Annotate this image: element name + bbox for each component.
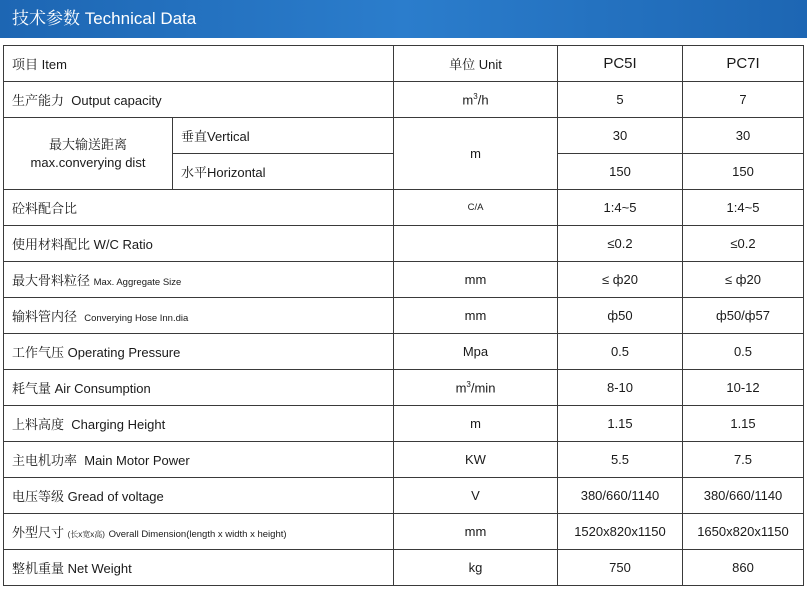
header-unit: 单位 Unit — [394, 46, 558, 82]
table-row — [4, 334, 804, 370]
horizontal-value-2: 150 — [683, 154, 804, 190]
distance-unit: m — [394, 118, 558, 190]
row-unit: V — [394, 478, 558, 514]
row-unit — [394, 82, 558, 118]
distance-label-cn: 最大输送距离 — [48, 136, 127, 152]
row-value-1: ≤0.2 — [558, 226, 683, 262]
row-unit — [394, 226, 558, 262]
row-value-1: 1.15 — [558, 406, 683, 442]
row-label-cn: 工作气压 — [12, 345, 65, 360]
row-label-en: Converying Hose Inn.dia — [84, 313, 189, 324]
row-value-2: 7 — [683, 82, 804, 118]
table-row — [4, 442, 804, 478]
row-label-en: Air Consumption — [54, 381, 151, 396]
row-unit: mm — [394, 298, 558, 334]
row-label-cn: 主电机功率 — [12, 453, 78, 468]
section-title: 技术参数 Technical Data — [12, 9, 197, 28]
vertical-value-2: 30 — [683, 118, 804, 154]
row-unit: m — [394, 406, 558, 442]
row-unit — [394, 370, 558, 406]
unit-tail: /h — [477, 92, 489, 108]
row-value-2: 1:4~5 — [683, 190, 804, 226]
table-row — [4, 478, 804, 514]
row-label — [4, 262, 394, 298]
row-value-2: ≤ ф20 — [683, 262, 804, 298]
row-label-en: Gread of voltage — [67, 489, 164, 504]
row-label — [4, 190, 394, 226]
row-label-cn: 电压等级 — [12, 489, 65, 504]
row-label — [4, 82, 394, 118]
row-label — [4, 334, 394, 370]
row-value-1: 8-10 — [558, 370, 683, 406]
row-value-1: ≤ ф20 — [558, 262, 683, 298]
row-label — [4, 442, 394, 478]
row-label-cn: 使用材料配比 — [12, 237, 91, 252]
row-label — [4, 550, 394, 586]
row-label-en: W/C Ratio — [93, 237, 153, 252]
unit-base: m — [462, 92, 474, 108]
row-label-cn: 生产能力 — [12, 93, 65, 108]
row-label-cn: 砼料配合比 — [12, 201, 78, 216]
row-label-cn: 外型尺寸 — [12, 525, 65, 540]
row-value-1: 1:4~5 — [558, 190, 683, 226]
row-value-1: 1520x820x1150 — [558, 514, 683, 550]
row-label-en: Main Motor Power — [84, 453, 190, 468]
row-label-cn-small: (长x宽x高) — [67, 530, 105, 539]
unit-base: m — [455, 380, 467, 396]
table-row — [4, 226, 804, 262]
row-label — [4, 406, 394, 442]
row-label-en: Charging Height — [71, 417, 166, 432]
row-value-1: 5 — [558, 82, 683, 118]
row-label — [4, 298, 394, 334]
row-label — [4, 514, 394, 550]
distance-label — [4, 118, 173, 190]
unit-sup: 3 — [473, 91, 478, 101]
row-label-en: Operating Pressure — [67, 345, 181, 360]
row-value-2: 7.5 — [683, 442, 804, 478]
header-model-2: PC7I — [683, 46, 804, 82]
table-row — [4, 82, 804, 118]
row-value-2: 0.5 — [683, 334, 804, 370]
row-value-1: 380/660/1140 — [558, 478, 683, 514]
table-row — [4, 550, 804, 586]
row-value-2: 1650x820x1150 — [683, 514, 804, 550]
table-row — [4, 514, 804, 550]
row-unit: kg — [394, 550, 558, 586]
row-unit: Mpa — [394, 334, 558, 370]
row-value-2: 1.15 — [683, 406, 804, 442]
header-item: 项目 Item — [4, 46, 394, 82]
row-label-en: Output capacity — [71, 93, 162, 108]
section-header — [0, 0, 807, 38]
table-row — [4, 406, 804, 442]
table-row — [4, 262, 804, 298]
row-label-en: Overall Dimension(length x width x height) — [108, 529, 287, 540]
table-row — [4, 298, 804, 334]
row-value-1: ф50 — [558, 298, 683, 334]
row-value-2: 10-12 — [683, 370, 804, 406]
unit-tail: /min — [470, 380, 496, 396]
row-value-2: ф50/ф57 — [683, 298, 804, 334]
row-unit: C/A — [394, 190, 558, 226]
row-unit: KW — [394, 442, 558, 478]
table-header-row — [4, 46, 804, 82]
row-label-cn: 整机重量 — [12, 561, 65, 576]
vertical-value-1: 30 — [558, 118, 683, 154]
header-model-1: PC5I — [558, 46, 683, 82]
row-label-cn: 最大骨料粒径 — [12, 273, 91, 288]
table-row — [4, 190, 804, 226]
row-value-2: 860 — [683, 550, 804, 586]
row-value-2: ≤0.2 — [683, 226, 804, 262]
row-value-1: 0.5 — [558, 334, 683, 370]
row-label-cn: 上料高度 — [12, 417, 65, 432]
row-label — [4, 478, 394, 514]
table-row-distance-vertical — [4, 118, 804, 154]
vertical-label: 垂直Vertical — [173, 118, 394, 154]
row-label-en: Max. Aggregate Size — [93, 277, 182, 288]
row-value-1: 5.5 — [558, 442, 683, 478]
table-row — [4, 370, 804, 406]
unit-sup: 3 — [466, 379, 471, 389]
horizontal-value-1: 150 — [558, 154, 683, 190]
technical-data-table — [3, 45, 804, 586]
row-label — [4, 370, 394, 406]
row-unit: mm — [394, 262, 558, 298]
distance-label-en: max.converying dist — [30, 154, 146, 170]
row-value-2: 380/660/1140 — [683, 478, 804, 514]
row-label-cn: 输料管内径 — [12, 309, 78, 324]
horizontal-label: 水平Horizontal — [173, 154, 394, 190]
row-value-1: 750 — [558, 550, 683, 586]
row-unit: mm — [394, 514, 558, 550]
row-label-cn: 耗气量 — [12, 381, 52, 396]
row-label-en: Net Weight — [67, 561, 132, 576]
row-label — [4, 226, 394, 262]
